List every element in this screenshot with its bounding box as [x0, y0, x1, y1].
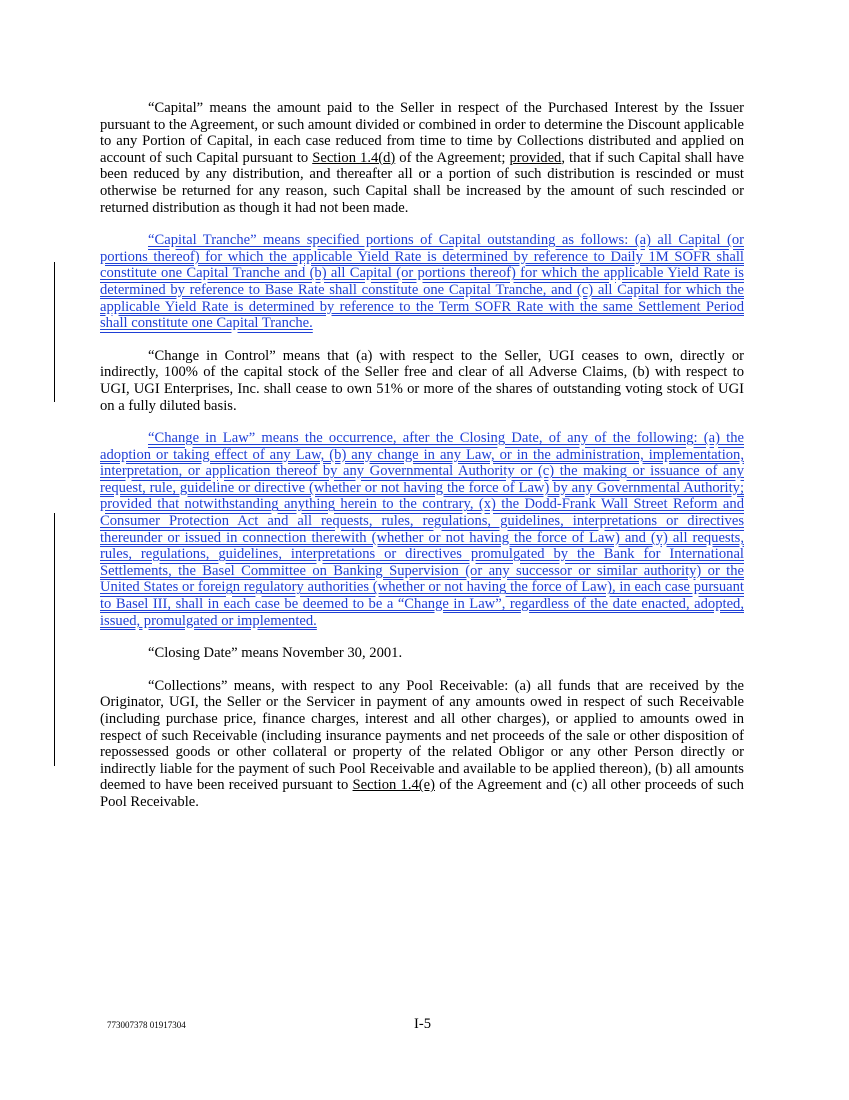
section-reference: Section 1.4(e) [352, 777, 435, 794]
definition-capital: “Capital” means the amount paid to the Seller in respect of the Purchased Interest by the Issuer pursuant to the Agreement, or such amount divided or combined in order to determine the Discount applicable to any Portion of Capital, in each case reduced from time to time by Collections distributed and applied on account of such Capital pursuant to Section 1.4(d) of the Agreement; provided, that if such Capital shall have been reduced by any distribution, and thereafter all or a portion of such distribution is rescinded or must otherwise be returned for any reason, such Capital shall be increased by the amount of such rescinded or returned distribution as though it had not been made. [100, 100, 744, 216]
change-bar-change-in-law [54, 513, 55, 766]
definition-collections: “Collections” means, with respect to any Pool Receivable: (a) all funds that are received by the Originator, UGI, the Seller or the Servicer in payment of any amounts owed in respect of such Receivable (including purchase price, finance charges, interest and all other charges), or applied to amounts owed in respect of such Receivable (including insurance payments and net proceeds of the sale or other disposition of repossessed goods or other collateral or property of the related Obligor or any other Person directly or indirectly liable for the payment of such Pool Receivable and available to be applied thereon), (b) all amounts deemed to have been received pursuant to Section 1.4(e) of the Agreement and (c) all other proceeds of such Pool Receivable. [100, 677, 744, 810]
document-id: 773007378 01917304 [107, 1020, 186, 1030]
definition-capital-tranche: “Capital Tranche” means specified portions of Capital outstanding as follows: (a) all Capital (or portions thereof) for which the applicable Yield Rate is determined by reference to Daily 1M SOFR shall constitute one Capital Tranche and (b) all Capital (or portions thereof) for which the applicable Yield Rate is determined by reference to Base Rate shall constitute one Capital Tranche, and (c) all Capital for which the applicable Yield Rate is determined by reference to the Term SOFR Rate with the same Settlement Period shall constitute one Capital Tranche. [100, 232, 744, 332]
provided-term: provided [509, 149, 562, 166]
definition-change-in-law: “Change in Law” means the occurrence, after the Closing Date, of any of the following: (a) the adoption or taking effect of any Law, (b) any change in any Law, or in the administration, implementation, interpretation, or application thereof by any Governmental Authority or (c) the making or issuance of any request, rule, guideline or directive (whether or not having the force of Law) by any Governmental Authority; provided that notwithstanding anything herein to the contrary, (x) the Dodd-Frank Wall Street Reform and Consumer Protection Act and all requests, rules, regulations, guidelines, interpretations or directives thereunder or issued in connection therewith (whether or not having the force of Law) and (y) all requests, rules, regulations, guidelines, interpretations or directives promulgated by the Bank for International Settlements, the Basel Committee on Banking Supervision (or any successor or similar authority) or the United States or foreign regulatory authorities (whether or not having the force of Law), in each case pursuant to Basel III, shall in each case be deemed to be a “Change in Law”, regardless of the date enacted, adopted, issued, promulgated or implemented. [100, 430, 744, 629]
change-bar-capital-tranche [54, 262, 55, 402]
definition-change-in-control: “Change in Control” means that (a) with respect to the Seller, UGI ceases to own, directly or indirectly, 100% of the capital stock of the Seller free and clear of all Adverse Claims, (b) with respect to UGI, UGI Enterprises, Inc. shall cease to own 51% or more of the shares of outstanding voting stock of UGI on a fully diluted basis. [100, 347, 744, 414]
document-page [100, 100, 744, 827]
section-reference: Section 1.4(d) [312, 149, 396, 166]
page-number: I-5 [414, 1016, 432, 1032]
definition-closing-date: “Closing Date” means November 30, 2001. [148, 645, 403, 662]
